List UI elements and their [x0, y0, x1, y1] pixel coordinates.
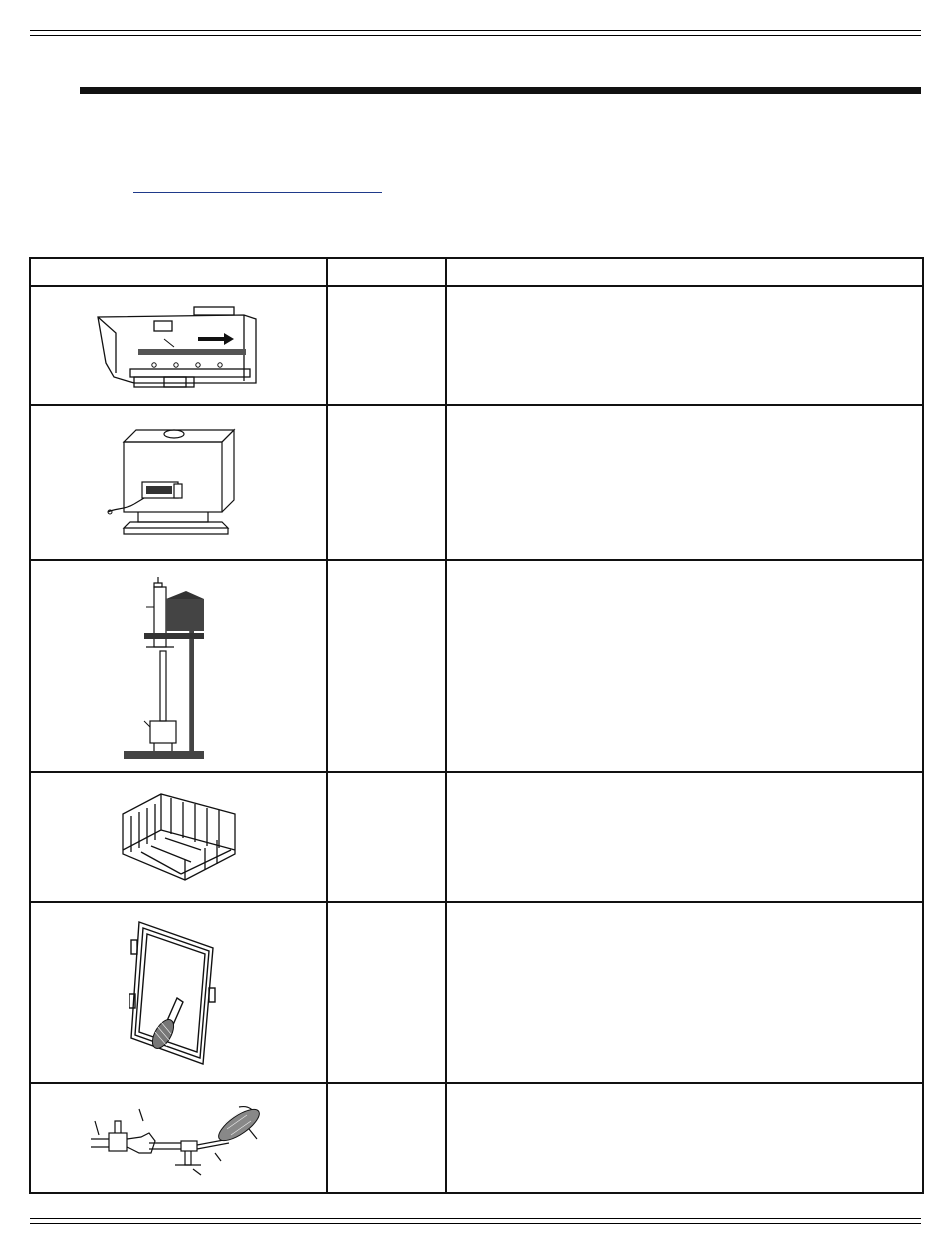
bottom-rule: [30, 1218, 921, 1219]
illustration-cell: [30, 286, 327, 405]
table-row: [30, 560, 923, 772]
bottom-rule-secondary: [30, 1223, 921, 1224]
chimney-installation-icon: [124, 571, 234, 761]
table-row: [30, 772, 923, 902]
illustration-cell: [30, 902, 327, 1082]
section-heading-bar: [80, 87, 921, 94]
part-cell: [327, 560, 446, 772]
table-row: [30, 405, 923, 559]
column-header-part: [327, 258, 446, 286]
description-cell: [446, 902, 923, 1082]
door-handle-assembly-icon: [89, 1099, 269, 1177]
top-rule-secondary: [30, 35, 921, 36]
table-row: [30, 1083, 923, 1193]
description-cell: [446, 286, 923, 405]
part-cell: [327, 286, 446, 405]
part-cell: [327, 902, 446, 1082]
column-header-description: [446, 258, 923, 286]
hyperlink-underline[interactable]: [133, 192, 382, 193]
parts-table: [29, 257, 924, 1194]
illustration-cell: [30, 405, 327, 559]
baffle-slide-icon: [94, 303, 264, 389]
part-cell: [327, 772, 446, 902]
column-header-illustration: [30, 258, 327, 286]
top-rule: [30, 30, 921, 31]
table-row: [30, 902, 923, 1082]
description-cell: [446, 560, 923, 772]
illustration-cell: [30, 560, 327, 772]
firebrick-set-icon: [121, 790, 237, 884]
description-cell: [446, 772, 923, 902]
part-cell: [327, 405, 446, 559]
part-cell: [327, 1083, 446, 1193]
table-row: [30, 286, 923, 405]
illustration-cell: [30, 772, 327, 902]
description-cell: [446, 1083, 923, 1193]
door-glass-icon: [129, 918, 229, 1068]
table-header-row: [30, 258, 923, 286]
illustration-cell: [30, 1083, 327, 1193]
stove-blower-icon: [104, 422, 254, 542]
description-cell: [446, 405, 923, 559]
